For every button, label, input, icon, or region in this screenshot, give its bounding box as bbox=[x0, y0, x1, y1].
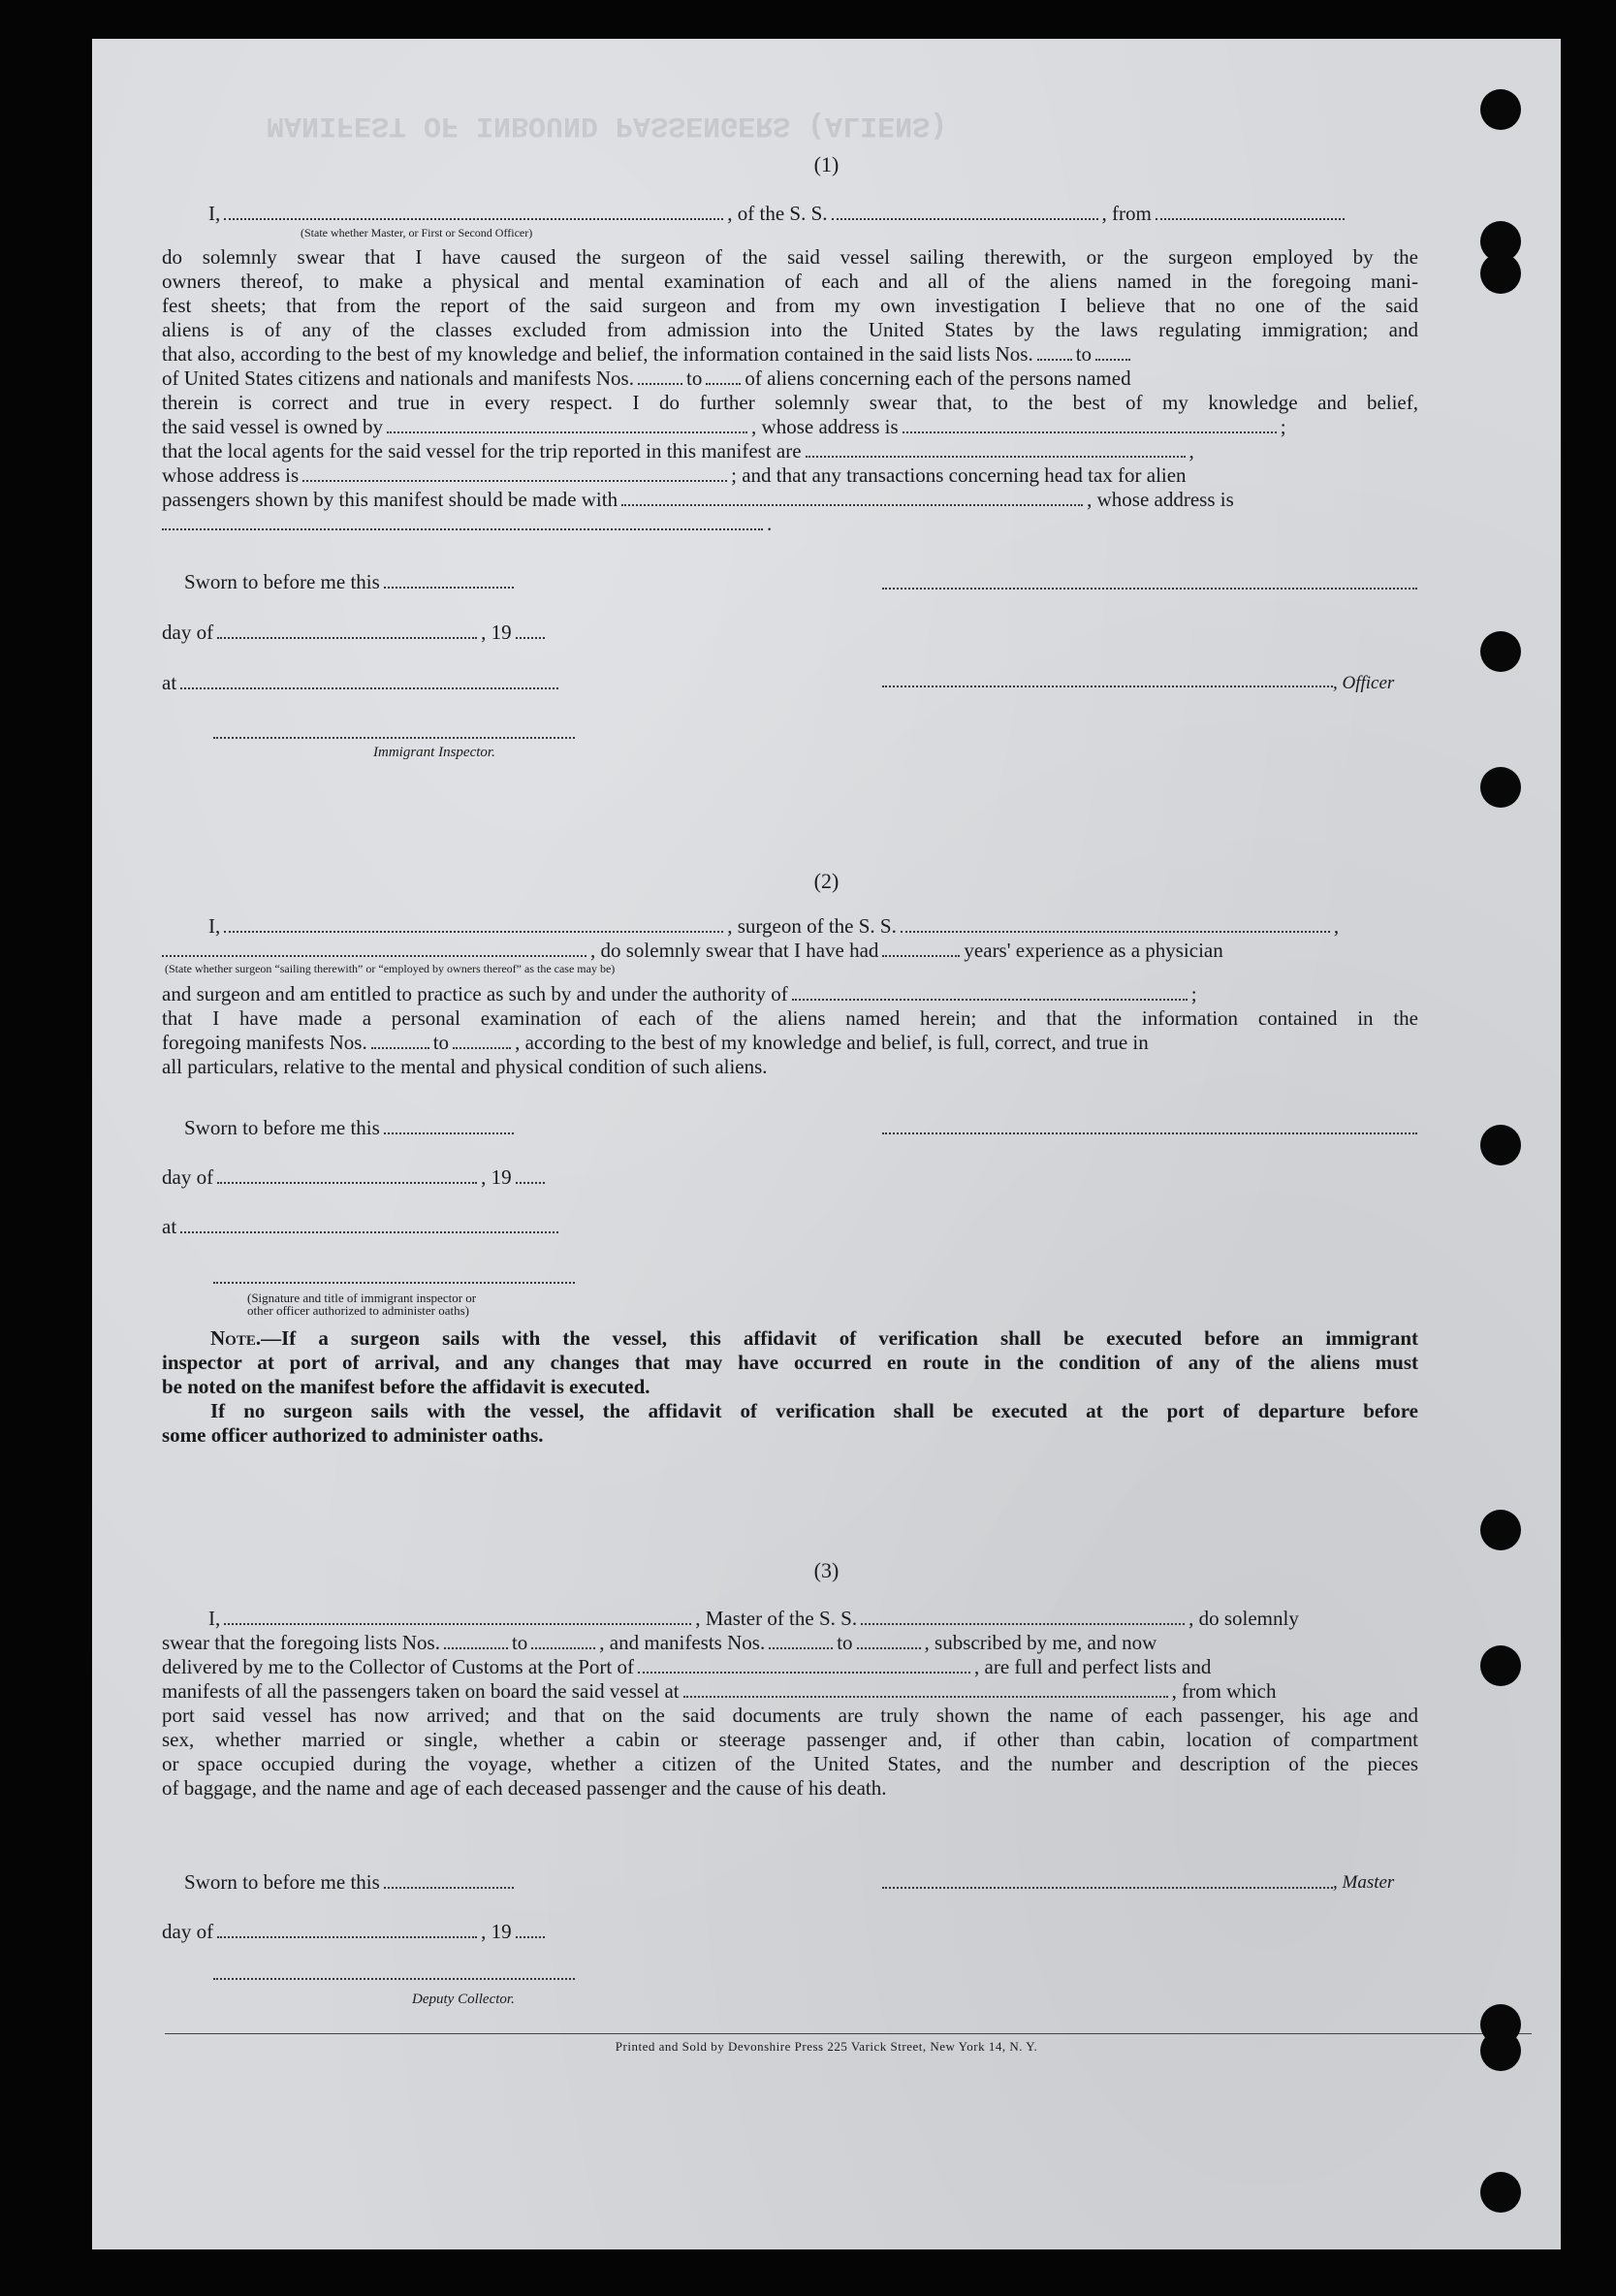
s1-sworn: Sworn to before me this bbox=[184, 570, 518, 594]
s1-line7: therein is correct and true in every respect. I do further solemnly swear that, to the best of my knowledge and belief, bbox=[162, 391, 1418, 414]
s1-line5: that also, according to the best of my knowledge and belief, the information contained in the said lists Nos. to bbox=[162, 342, 1134, 367]
binder-hole-11 bbox=[1480, 2172, 1521, 2213]
section-3-number: (3) bbox=[813, 1558, 840, 1582]
binder-hole-3 bbox=[1480, 253, 1521, 294]
s2-dayof: day of , 19 bbox=[162, 1165, 549, 1190]
binder-hole-6 bbox=[1480, 1125, 1521, 1165]
s3-master-caption: , Master bbox=[1333, 1872, 1395, 1893]
s1-line11: passengers shown by this manifest should be made with , whose address is bbox=[162, 488, 1234, 511]
s2-note-line4: If no surgeon sails with the vessel, the affidavit of verification shall be executed at the port of departure before bbox=[210, 1399, 1418, 1422]
s2-line1: I, , surgeon of the S. S. , bbox=[208, 914, 1340, 938]
s2-sworn: Sworn to before me this bbox=[184, 1116, 518, 1140]
s2-signature-line bbox=[882, 1132, 1417, 1134]
s1-dayof: day of , 19 bbox=[162, 621, 549, 645]
s1-officer-line bbox=[882, 686, 1333, 687]
s2-line3: and surgeon and am entitled to practice as such by and under the authority of ; bbox=[162, 982, 1197, 1005]
s2-inspector-line bbox=[213, 1282, 575, 1284]
s2-note-line1: Note.—If a surgeon sails with the vessel, this affidavit of verification shall be executed before an immigrant bbox=[210, 1326, 1418, 1350]
s1-line8: the said vessel is owned by , whose address is ; bbox=[162, 415, 1286, 438]
s1-body-1: owners thereof, to make a physical and mental examination of each and all of the aliens named in the foregoing mani- bbox=[162, 270, 1418, 293]
s1-body-2: fest sheets; that from the report of the said surgeon and from my own investigation I believe that no one of the said bbox=[162, 294, 1418, 317]
s1-line10: whose address is ; and that any transactions concerning head tax for alien bbox=[162, 463, 1187, 487]
binder-hole-8 bbox=[1480, 1645, 1521, 1686]
binder-hole-4 bbox=[1480, 631, 1521, 672]
s2-note-line2: inspector at port of arrival, and any changes that may have occurred en route in the condition of any of the aliens must bbox=[162, 1351, 1418, 1374]
s1-body-3: aliens is of any of the classes excluded from admission into the United States by the laws regulating immigration; and bbox=[162, 318, 1418, 341]
s3-collector-line bbox=[213, 1978, 575, 1980]
s3-line4: manifests of all the passengers taken on board the said vessel at , from which bbox=[162, 1679, 1277, 1703]
footer-rule bbox=[165, 2033, 1532, 2034]
s2-surgeon-note: (State whether surgeon “sailing therewith” or “employed by owners thereof” as the case may be) bbox=[165, 962, 616, 975]
s2-line2: , do solemnly swear that I have had years' experience as a physician bbox=[162, 939, 1223, 963]
s3-body-2: or space occupied during the voyage, whether a citizen of the United States, and the number and description of the pieces bbox=[162, 1752, 1418, 1775]
s3-line2: swear that the foregoing lists Nos. to , and manifests Nos. to , subscribed by me, and now bbox=[162, 1631, 1157, 1654]
document-sheet bbox=[92, 39, 1561, 2249]
s1-line9: that the local agents for the said vessel for the trip reported in this manifest are , bbox=[162, 439, 1194, 462]
s2-line5: foregoing manifests Nos. to , according to the best of my knowledge and belief, is full, correct, and true in bbox=[162, 1031, 1149, 1054]
binder-hole-7 bbox=[1480, 1510, 1521, 1550]
s3-line8: of baggage, and the name and age of each deceased passenger and the cause of his death. bbox=[162, 1776, 887, 1800]
s2-line6: all particulars, relative to the mental and physical condition of such aliens. bbox=[162, 1055, 768, 1078]
s2-at: at bbox=[162, 1215, 562, 1239]
s2-note-line5: some officer authorized to administer oaths. bbox=[162, 1423, 544, 1447]
s3-line1: I, , Master of the S. S. , do solemnly bbox=[208, 1607, 1299, 1630]
section-1-number: (1) bbox=[813, 152, 840, 176]
s1-inspector-line bbox=[213, 737, 575, 739]
s3-collector-caption: Deputy Collector. bbox=[412, 1992, 515, 2007]
s1-body-0: do solemnly swear that I have caused the surgeon of the said vessel sailing therewith, or the surgeon employed by the bbox=[162, 245, 1418, 269]
binder-hole-1 bbox=[1480, 89, 1521, 130]
s1-signature-line bbox=[882, 588, 1417, 590]
s1-line1: I, , of the S. S. , from bbox=[208, 202, 1348, 226]
binder-hole-10 bbox=[1480, 2030, 1521, 2071]
s3-body-1: sex, whether married or single, whether a cabin or steerage passenger and, if other than cabin, location of compartment bbox=[162, 1728, 1418, 1751]
s2-note-line3: be noted on the manifest before the affidavit is executed. bbox=[162, 1375, 650, 1398]
s2-sig-caption-2: other officer authorized to administer oaths) bbox=[247, 1303, 469, 1318]
s1-officer-note: (State whether Master, or First or Second Officer) bbox=[301, 226, 533, 239]
s3-line3: delivered by me to the Collector of Customs at the Port of , are full and perfect lists and bbox=[162, 1655, 1212, 1678]
section-2-number: (2) bbox=[813, 869, 840, 893]
s1-inspector-caption: Immigrant Inspector. bbox=[373, 745, 495, 760]
affidavit-form bbox=[92, 39, 1561, 2249]
printer-footer: Printed and Sold by Devonshire Press 225 Varick Street, New York 14, N. Y. bbox=[615, 2039, 1038, 2054]
s2-sig-caption-1: (Signature and title of immigrant inspector or bbox=[247, 1291, 477, 1305]
s1-line12: . bbox=[162, 512, 772, 536]
s2-line4: that I have made a personal examination of each of the aliens named herein; and that the information contained in the bbox=[162, 1006, 1418, 1030]
s3-sworn: Sworn to before me this bbox=[184, 1870, 518, 1895]
s1-at: at bbox=[162, 671, 562, 695]
s3-body-0: port said vessel has now arrived; and that on the said documents are truly shown the name of each passenger, his age and bbox=[162, 1704, 1418, 1727]
s1-officer-caption: , Officer bbox=[1333, 673, 1395, 693]
binder-hole-5 bbox=[1480, 767, 1521, 808]
bleed-through-text: MANIFEST OF INBOUND PASSENGERS (ALIENS) bbox=[267, 109, 948, 142]
s3-master-line bbox=[882, 1887, 1333, 1889]
s3-dayof: day of , 19 bbox=[162, 1920, 549, 1944]
s1-line6: of United States citizens and nationals and manifests Nos. to of aliens concerning each of the persons named bbox=[162, 367, 1131, 390]
